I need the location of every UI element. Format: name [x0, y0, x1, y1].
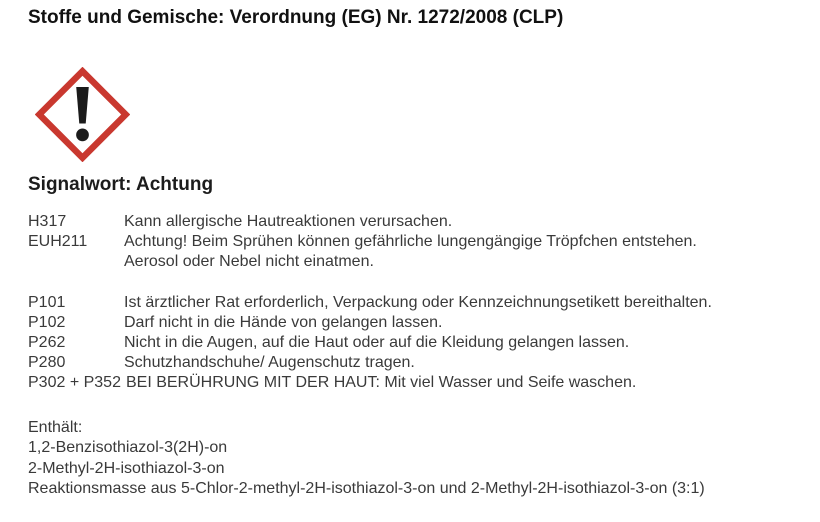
substance-name: 2-Methyl-2H-isothiazol-3-on [28, 459, 225, 477]
precautionary-statement-row [28, 333, 810, 353]
precautionary-statement-row-code: P262 [28, 334, 66, 351]
hazard-statement-row-code: EUH211 [28, 233, 88, 250]
exclamation-dot [76, 129, 89, 142]
substance-name: 1,2-Benzisothiazol-3(2H)-on [28, 439, 228, 456]
hazard-statement-row-text: Kann allergische Hautreaktionen verursachen. [124, 213, 453, 230]
hazard-statement-row-code: H317 [28, 213, 67, 230]
contains-label: Enthält: [28, 419, 83, 436]
hazard-statement-row-text: Achtung! Beim Sprühen können gefährliche lungengängige Tröpfchen entstehen. [124, 233, 697, 250]
precautionary-statement-row [28, 373, 810, 393]
precautionary-statement-row [28, 293, 810, 313]
ghs07-exclamation-pictogram [35, 67, 130, 162]
contains-block [28, 418, 810, 500]
exclamation-mark-icon [35, 67, 130, 162]
precautionary-statements-block [28, 293, 810, 393]
hazard-statement-row-text: Aerosol oder Nebel nicht einatmen. [124, 253, 374, 270]
precautionary-statement-row [28, 353, 810, 373]
precautionary-statement-row [28, 313, 810, 333]
document-title: Stoffe und Gemische: Verordnung (EG) Nr. 1272/2008 (CLP) [28, 7, 564, 28]
substance-name: Reaktionsmasse aus 5-Chlor-2-methyl-2H-isothiazol-3-on und 2-Methyl-2H-isothiazol-3-on (3:1) [28, 480, 705, 497]
precautionary-statement-row-code: P101 [28, 294, 66, 311]
precautionary-statement-row-code: P280 [28, 354, 66, 371]
hazard-statement-row [28, 212, 810, 232]
substance-list [28, 438, 810, 500]
precautionary-statement-row-text: BEI BERÜHRUNG MIT DER HAUT: Mit viel Wasser und Seife waschen. [125, 374, 637, 391]
signal-word-heading: Signalwort: Achtung [28, 174, 214, 195]
precautionary-statement-row-text: Darf nicht in die Hände von gelangen lassen. [124, 314, 443, 331]
precautionary-statement-row-text: Nicht in die Augen, auf die Haut oder auf die Kleidung gelangen lassen. [124, 334, 630, 351]
precautionary-statement-row-code: P302 + P352 [28, 374, 121, 391]
precautionary-statement-row-code: P102 [28, 314, 66, 331]
hazard-statement-row [28, 252, 810, 272]
hazard-statement-row [28, 232, 810, 252]
precautionary-statement-row-text: Ist ärztlicher Rat erforderlich, Verpackung oder Kennzeichnungsetikett bereithalten. [124, 294, 712, 311]
precautionary-statement-row-text: Schutzhandschuhe/ Augenschutz tragen. [124, 354, 415, 371]
hazard-statements-block [28, 212, 810, 272]
